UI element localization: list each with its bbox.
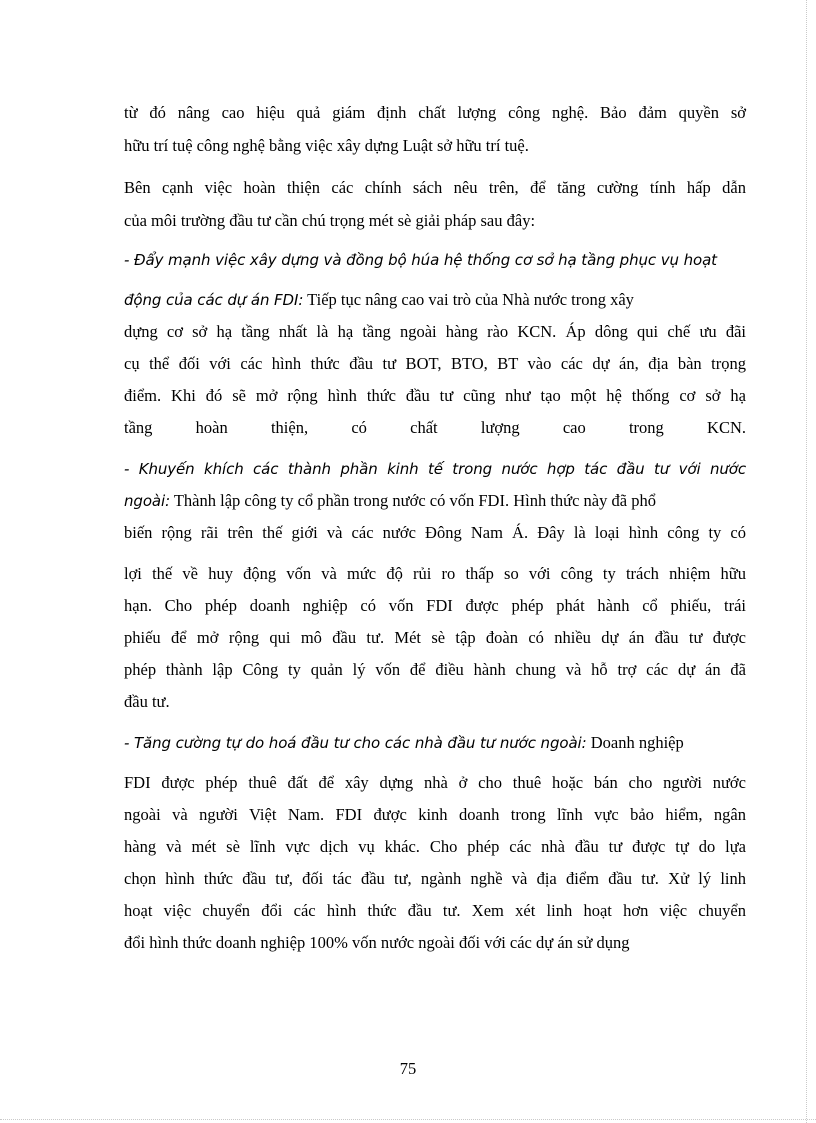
text-line: của môi trường đầu tư cần chú trọng mét sè giải pháp sau đây: <box>124 211 536 230</box>
text-line: FDI được phép thuê đất để xây dựng nhà ở cho thuê hoặc bán cho người nước <box>124 773 746 792</box>
text-line: phiếu để mở rộng qui mô đầu tư. Mét sè tập đoàn có nhiều dự án đầu tư được <box>124 628 746 647</box>
text-line: phép thành lập Công ty quản lý vốn để điều hành chung và hỗ trợ các dự án đã <box>124 660 746 679</box>
text-line: đầu tư. <box>124 692 170 711</box>
text-line: chọn hình thức đầu tư, đối tác đầu tư, ngành nghề và địa điểm đầu tư. Xử lý linh <box>124 869 746 888</box>
section-heading: - Đẩy mạnh việc xây dựng và đồng bộ húa hệ thống cơ sở hạ tầng phục vụ hoạt <box>124 251 717 269</box>
text-line: cụ thể đối với các hình thức đầu tư BOT, BTO, BT vào các dự án, địa bàn trọng <box>124 354 746 373</box>
text-line: Bên cạnh việc hoàn thiện các chính sách nêu trên, để tăng cường tính hấp dẫn <box>124 178 746 197</box>
text-line: hữu trí tuệ công nghệ bằng việc xây dựng Luật sở hữu trí tuệ. <box>124 136 529 155</box>
text-line: dựng cơ sở hạ tầng nhất là hạ tầng ngoài hàng rào KCN. Áp dông qui chế ưu đãi <box>124 322 746 341</box>
text-line <box>124 489 746 513</box>
page-right-border <box>806 0 807 1123</box>
text-run: Thành lập công ty cổ phần trong nước có vốn FDI. Hình thức này đã phổ <box>170 491 656 510</box>
text-line: từ đó nâng cao hiệu quả giám định chất lượng công nghệ. Bảo đảm quyền sở <box>124 103 746 122</box>
text-line: tầng hoàn thiện, có chất lượng cao trong KCN. <box>124 418 746 437</box>
section-heading: - Tăng cường tự do hoá đầu tư cho các nhà đầu tư nước ngoài: <box>124 734 587 752</box>
page-bottom-border <box>0 1119 816 1120</box>
text-line <box>124 731 746 755</box>
text-line: hạn. Cho phép doanh nghiệp có vốn FDI được phép phát hành cổ phiếu, trái <box>124 596 746 615</box>
text-line: hoạt việc chuyển đổi các hình thức đầu tư. Xem xét linh hoạt hơn việc chuyển <box>124 901 746 920</box>
text-line: biến rộng rãi trên thế giới và các nước Đông Nam Á. Đây là loại hình công ty có <box>124 523 746 542</box>
page-number: 75 <box>399 1059 417 1078</box>
text-run: Doanh nghiệp <box>586 733 684 752</box>
section-heading: - Khuyến khích các thành phần kinh tế trong nước hợp tác đầu tư với nước <box>124 460 746 478</box>
text-line: điểm. Khi đó sẽ mở rộng hình thức đầu tư cũng như tạo một hệ thống cơ sở hạ <box>124 386 746 405</box>
text-line: hàng và mét sè lĩnh vực dịch vụ khác. Cho phép các nhà đầu tư được tự do lựa <box>124 837 746 856</box>
text-line: lợi thế về huy động vốn và mức độ rủi ro thấp so với công ty trách nhiệm hữu <box>124 564 746 583</box>
text-line <box>124 288 746 312</box>
section-heading: ngoài: <box>124 492 171 510</box>
text-run: Tiếp tục nâng cao vai trò của Nhà nước trong xây <box>303 290 634 309</box>
section-heading: động của các dự án FDI: <box>124 291 304 309</box>
text-line: đổi hình thức doanh nghiệp 100% vốn nước ngoài đối với các dự án sử dụng <box>124 933 630 952</box>
text-line: ngoài và người Việt Nam. FDI được kinh doanh trong lĩnh vực bảo hiểm, ngân <box>124 805 746 824</box>
